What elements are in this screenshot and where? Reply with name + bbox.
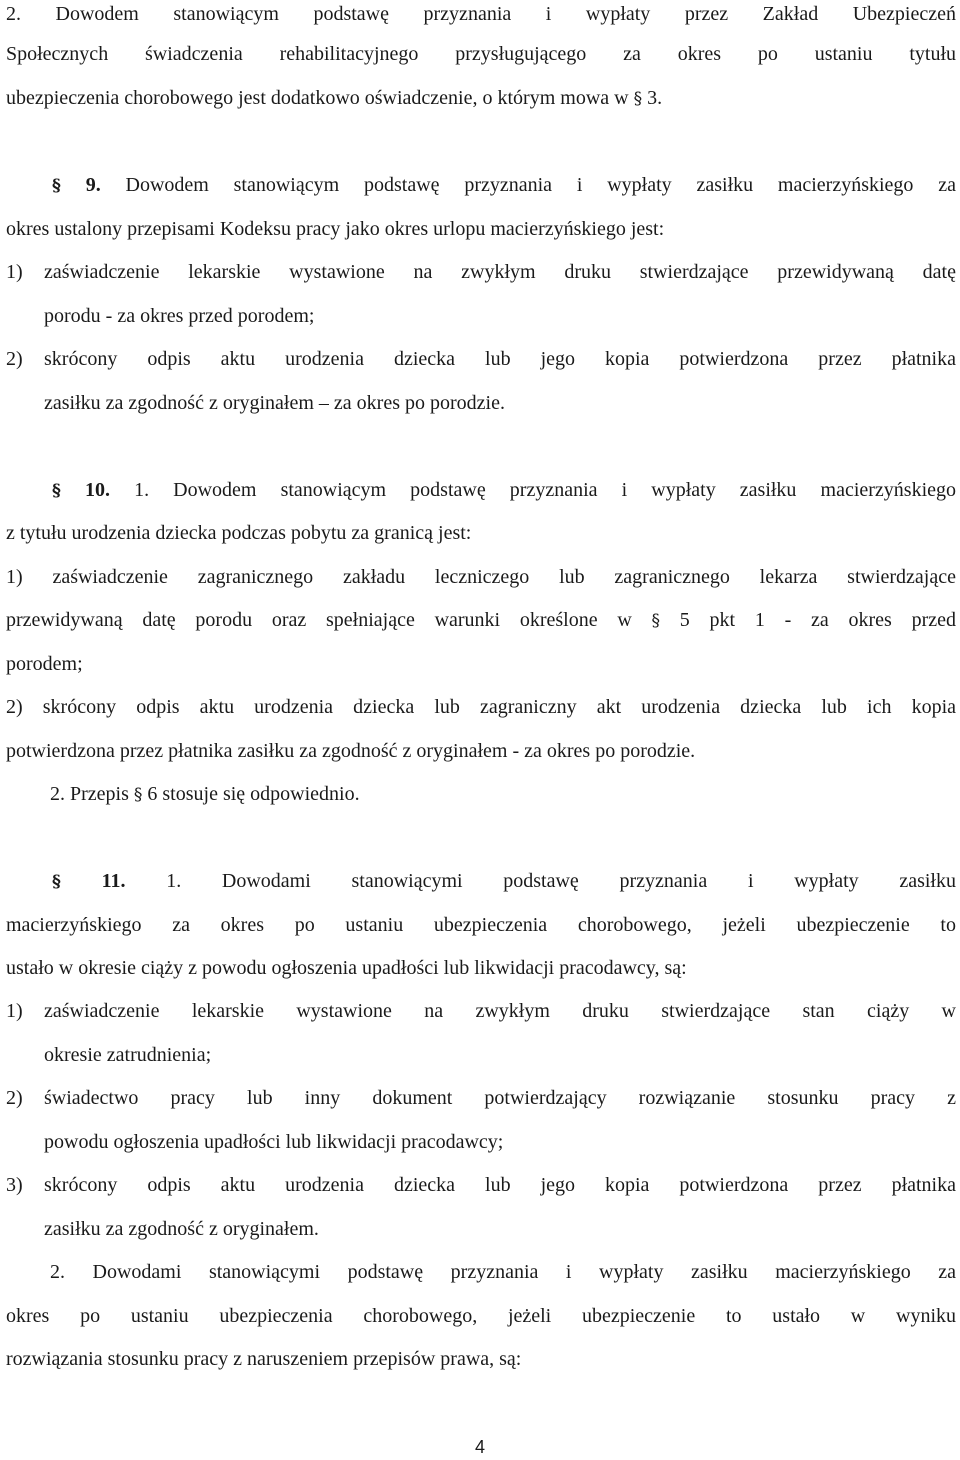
- paragraph-line: 2. Dowodem stanowiącym podstawę przyznania i wypłaty przez Zakład Ubezpieczeń: [6, 3, 956, 25]
- paragraph-line: Społecznych świadczenia rehabilitacyjnego przysługującego za okres po ustaniu tytułu: [6, 43, 956, 65]
- section-number: 10.: [84, 479, 110, 501]
- list-item-line: zasiłku za zgodność z oryginałem – za okres po porodzie.: [44, 392, 505, 414]
- section-sign: §: [52, 176, 61, 196]
- paragraph-line: 2) skrócony odpis aktu urodzenia dziecka lub zagraniczny akt urodzenia dziecka lub ich kopia: [6, 696, 956, 718]
- list-number: 3): [6, 1174, 23, 1196]
- list-number: 1): [6, 1000, 23, 1022]
- list-item-line: porodu - za okres przed porodem;: [44, 305, 315, 327]
- list-item-line: zaświadczenie lekarskie wystawione na zwykłym druku stwierdzające stan ciąży w: [44, 1000, 956, 1022]
- list-number: 2): [6, 1087, 23, 1109]
- paragraph-line: okres ustalony przepisami Kodeksu pracy jako okres urlopu macierzyńskiego jest:: [6, 218, 665, 240]
- paragraph-line: 2. Przepis § 6 stosuje się odpowiednio.: [50, 783, 360, 805]
- paragraph-line: porodem;: [6, 653, 83, 675]
- paragraph-line: ustało w okresie ciąży z powodu ogłoszenia upadłości lub likwidacji pracodawcy, są:: [6, 957, 687, 979]
- paragraph-line: ubezpieczenia chorobowego jest dodatkowo oświadczenie, o którym mowa w § 3.: [6, 87, 663, 109]
- section-number: 9.: [85, 174, 101, 196]
- paragraph-line: potwierdzona przez płatnika zasiłku za zgodność z oryginałem - za okres po porodzie.: [6, 740, 696, 762]
- section-sign: §: [133, 785, 143, 805]
- paragraph-line: okres po ustaniu ubezpieczenia chorobowego, jeżeli ubezpieczenie to ustało w wyniku: [6, 1305, 956, 1327]
- list-item-line: okresie zatrudnienia;: [44, 1044, 212, 1066]
- list-item-line: powodu ogłoszenia upadłości lub likwidacji pracodawcy;: [44, 1131, 504, 1153]
- list-item-line: zaświadczenie lekarskie wystawione na zwykłym druku stwierdzające przewidywaną datę: [44, 261, 956, 283]
- paragraph-line: macierzyńskiego za okres po ustaniu ubezpieczenia chorobowego, jeżeli ubezpieczenie to: [6, 914, 956, 936]
- list-number: 1): [6, 261, 23, 283]
- section-sign: §: [52, 481, 61, 501]
- section-11-heading-line: § 11. 1. Dowodami stanowiącymi podstawę przyznania i wypłaty zasiłku: [52, 870, 956, 892]
- section-9-heading-line: § 9. Dowodem stanowiącym podstawę przyznania i wypłaty zasiłku macierzyńskiego za: [52, 174, 956, 196]
- list-item-line: świadectwo pracy lub inny dokument potwierdzający rozwiązanie stosunku pracy z: [44, 1087, 956, 1109]
- list-item-line: skrócony odpis aktu urodzenia dziecka lub jego kopia potwierdzona przez płatnika: [44, 1174, 956, 1196]
- list-number: 2): [6, 348, 23, 370]
- section-sign: §: [651, 611, 661, 631]
- section-number: 11.: [101, 870, 126, 892]
- list-item-line: zasiłku za zgodność z oryginałem.: [44, 1218, 319, 1240]
- paragraph-line: przewidywaną datę porodu oraz spełniające warunki określone w § 5 pkt 1 - za okres przed: [6, 609, 956, 631]
- paragraph-line: 2. Dowodami stanowiącymi podstawę przyznania i wypłaty zasiłku macierzyńskiego za: [50, 1261, 956, 1283]
- section-10-heading-line: § 10. 1. Dowodem stanowiącym podstawę przyznania i wypłaty zasiłku macierzyńskiego: [52, 479, 957, 501]
- paragraph-line: z tytułu urodzenia dziecka podczas pobytu za granicą jest:: [6, 522, 472, 544]
- paragraph-line: 1) zaświadczenie zagranicznego zakładu leczniczego lub zagranicznego lekarza stwierdzające: [6, 566, 956, 588]
- list-item-line: skrócony odpis aktu urodzenia dziecka lub jego kopia potwierdzona przez płatnika: [44, 348, 956, 370]
- section-sign: §: [633, 89, 643, 109]
- paragraph-line: rozwiązania stosunku pracy z naruszeniem przepisów prawa, są:: [6, 1348, 522, 1370]
- page-number: 4: [474, 1437, 485, 1457]
- section-sign: §: [52, 872, 61, 892]
